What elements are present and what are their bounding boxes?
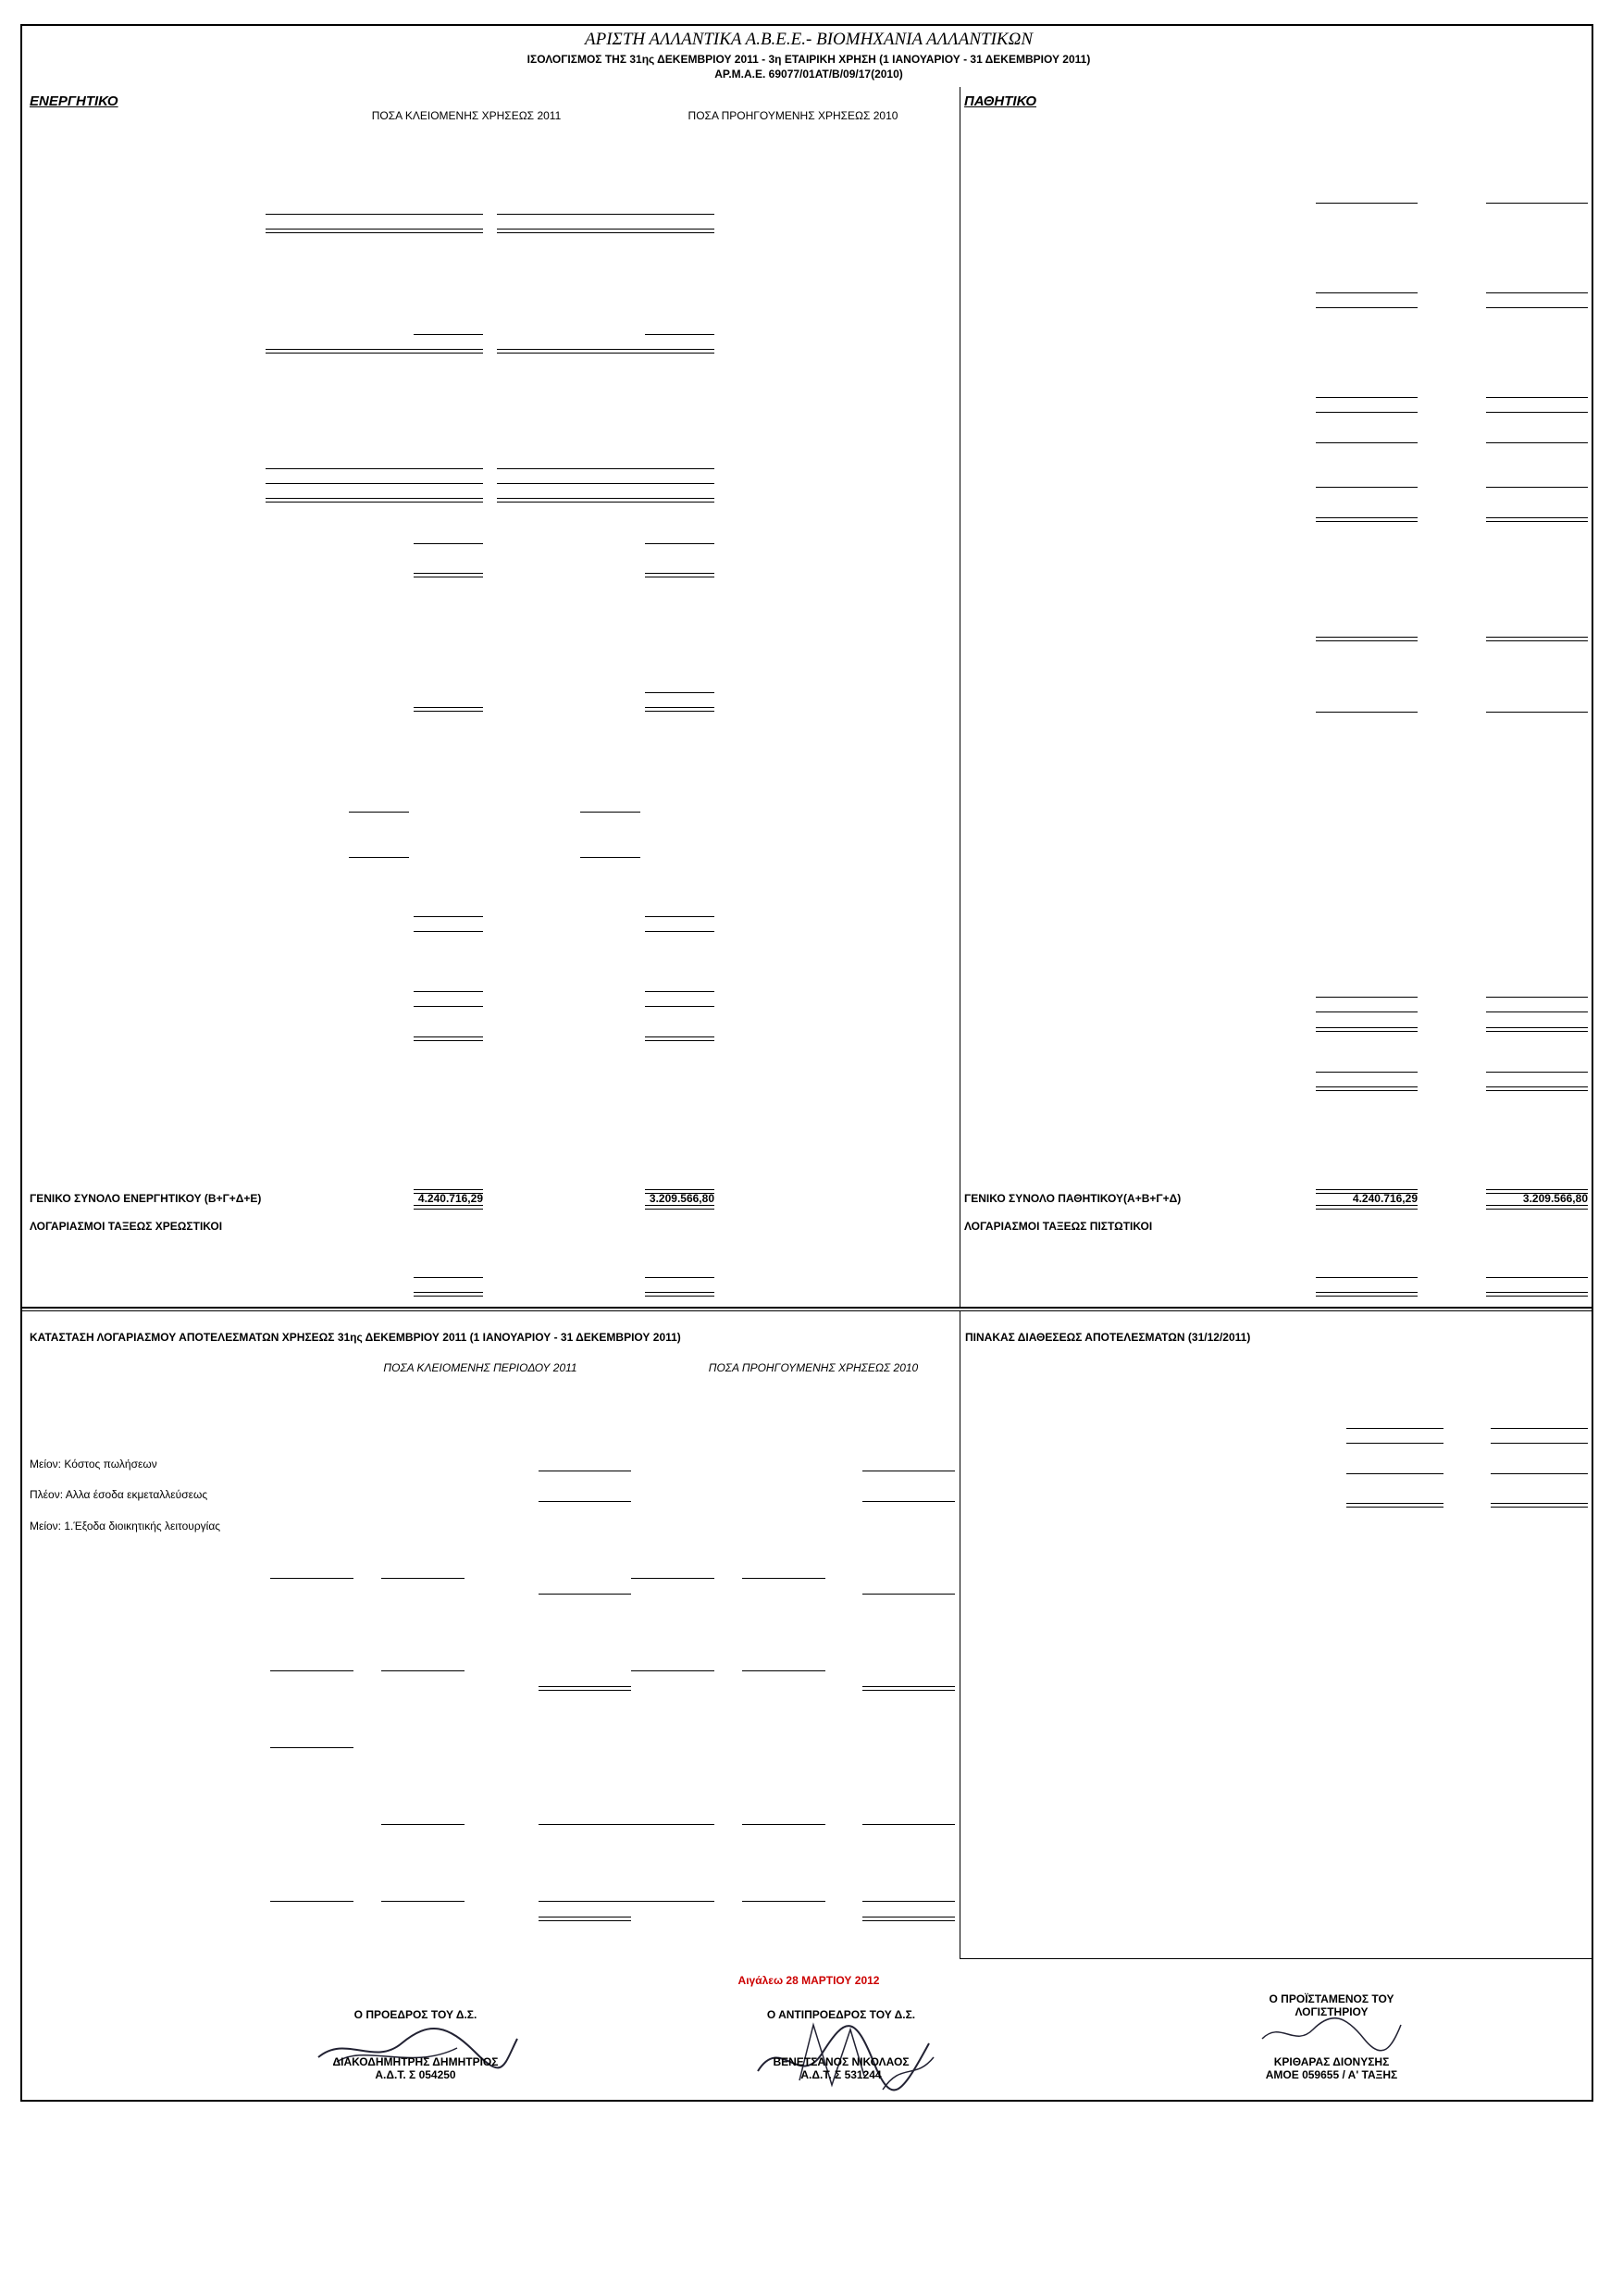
assets-underline xyxy=(414,1006,483,1007)
assets-memo-title: ΛΟΓΑΡΙΑΣΜΟΙ ΤΑΞΕΩΣ ΧΡΕΩΣΤΙΚΟΙ xyxy=(30,1220,223,1233)
income-underline xyxy=(742,1670,825,1671)
liabilities-underline xyxy=(1486,292,1588,293)
income-underline xyxy=(270,1578,353,1579)
assets-underline xyxy=(497,498,714,503)
income-period-current: ΠΟΣΑ ΚΛΕΙΟΜΕΝΗΣ ΠΕΡΙΟΔΟΥ 2011 xyxy=(383,1361,577,1374)
assets-underline xyxy=(414,707,483,712)
accountant-name: ΚΡΙΘΑΡΑΣ ΔΙΟΝΥΣΗΣ xyxy=(1273,2055,1390,2068)
liabilities-grand-total-current: 4.240.716,29 xyxy=(1352,1192,1418,1205)
liabilities-memo-rule xyxy=(1486,1277,1588,1278)
balance-sheet-document xyxy=(20,24,1593,2102)
liabilities-underline xyxy=(1316,292,1418,293)
income-underline xyxy=(862,1901,955,1902)
liabilities-memo-title: ΛΟΓΑΡΙΑΣΜΟΙ ΤΑΞΕΩΣ ΠΙΣΤΩΤΙΚΟΙ xyxy=(964,1220,1153,1233)
income-underline xyxy=(862,1594,955,1595)
liabilities-underline xyxy=(1316,997,1418,998)
liabilities-underline xyxy=(1486,997,1588,998)
income-underline xyxy=(862,1824,955,1825)
assets-underline xyxy=(497,483,714,484)
balance-sheet-subtitle: ΙΣΟΛΟΓΙΣΜΟΣ ΤΗΣ 31ης ΔΕΚΕΜΒΡΙΟΥ 2011 - 3η ΕΤΑΙΡΙΚΗ ΧΡΗΣΗ (1 ΙΑΝΟΥΑΡΙΟΥ - 31 ΔΕΚΕΜΒΡΙΟΥ 2011) xyxy=(527,53,1091,66)
assets-grand-total-current: 4.240.716,29 xyxy=(417,1192,483,1205)
accountant-id: ΑΜΟΕ 059655 / Α' ΤΑΞΗΣ xyxy=(1265,2068,1398,2081)
distribution-underline xyxy=(1491,1473,1588,1474)
liabilities-memo-rule xyxy=(1486,1292,1588,1297)
vice-president-title: Ο ΑΝΤΙΠΡΟΕΔΡΟΣ ΤΟΥ Δ.Σ. xyxy=(766,2008,916,2021)
liabilities-underline xyxy=(1316,1027,1418,1032)
liabilities-underline xyxy=(1486,203,1588,204)
income-underline xyxy=(862,1686,955,1691)
assets-underline xyxy=(266,349,483,354)
income-underline xyxy=(381,1578,465,1579)
vice-president-name: ΒΕΝΕΤΣΑΝΟΣ ΝΙΚΟΛΑΟΣ xyxy=(773,2055,910,2068)
assets-memo-rule xyxy=(645,1292,714,1297)
assets-underline xyxy=(580,857,640,858)
assets-grand-total-label: ΓΕΝΙΚΟ ΣΥΝΟΛΟ ΕΝΕΡΓΗΤΙΚΟΥ (Β+Γ+Δ+Ε) xyxy=(30,1192,262,1205)
distribution-underline xyxy=(1491,1428,1588,1429)
liabilities-total-rule xyxy=(1486,1205,1588,1210)
assets-underline xyxy=(645,692,714,693)
assets-underline xyxy=(414,916,483,917)
liabilities-underline xyxy=(1316,712,1418,713)
income-underline xyxy=(631,1824,714,1825)
assets-total-rule xyxy=(414,1205,483,1210)
income-underline xyxy=(381,1824,465,1825)
liabilities-memo-rule xyxy=(1316,1292,1418,1297)
assets-underline xyxy=(414,334,483,335)
income-row-label: Μείον: 1.Έξοδα διοικητικής λειτουργίας xyxy=(30,1520,221,1533)
liabilities-underline xyxy=(1486,1072,1588,1073)
liabilities-underline xyxy=(1486,1027,1588,1032)
liabilities-underline xyxy=(1316,1086,1418,1091)
liabilities-underline xyxy=(1486,517,1588,522)
section-divider xyxy=(22,1307,1593,1309)
liabilities-underline xyxy=(1316,487,1418,488)
assets-memo-rule xyxy=(414,1292,483,1297)
income-underline xyxy=(270,1901,353,1902)
assets-underline xyxy=(645,334,714,335)
assets-underline xyxy=(266,498,483,503)
income-underline xyxy=(270,1747,353,1748)
income-underline xyxy=(742,1901,825,1902)
distribution-underline xyxy=(1346,1473,1443,1474)
liabilities-underline xyxy=(1486,412,1588,413)
place-date: Αιγάλεω 28 ΜΑΡΤΙΟΥ 2012 xyxy=(737,1974,880,1987)
assets-underline xyxy=(497,214,714,215)
vice-president-id: Α.Δ.Τ. Σ 531244 xyxy=(800,2068,882,2081)
vice-president-signature xyxy=(744,2006,948,2099)
liabilities-underline xyxy=(1486,712,1588,713)
assets-underline xyxy=(414,543,483,544)
liabilities-total-rule xyxy=(1316,1205,1418,1210)
liabilities-underline xyxy=(1316,307,1418,308)
income-underline xyxy=(539,1501,631,1502)
distribution-title: ΠΙΝΑΚΑΣ ΔΙΑΘΕΣΕΩΣ ΑΠΟΤΕΛΕΣΜΑΤΩΝ (31/12/2011) xyxy=(965,1331,1251,1344)
section-divider-thin xyxy=(22,1310,1593,1311)
distribution-underline xyxy=(1346,1443,1443,1444)
assets-underline xyxy=(414,1036,483,1041)
assets-underline xyxy=(645,1006,714,1007)
income-underline xyxy=(862,1917,955,1921)
assets-total-rule xyxy=(645,1205,714,1210)
liabilities-underline xyxy=(1316,442,1418,443)
assets-underline xyxy=(645,916,714,917)
income-row-label: Μείον: Κόστος πωλήσεων xyxy=(30,1458,157,1471)
registry-number: ΑΡ.Μ.Α.Ε. 69077/01ΑΤ/Β/09/17(2010) xyxy=(714,68,903,81)
assets-underline xyxy=(266,229,483,233)
income-period-prev: ΠΟΣΑ ΠΡΟΗΓΟΥΜΕΝΗΣ ΧΡΗΣΕΩΣ 2010 xyxy=(708,1361,919,1374)
liabilities-underline xyxy=(1486,1011,1588,1012)
liabilities-underline xyxy=(1486,397,1588,398)
income-underline xyxy=(539,1594,631,1595)
income-underline xyxy=(631,1901,714,1902)
income-underline xyxy=(270,1670,353,1671)
assets-underline xyxy=(349,812,409,813)
liabilities-underline xyxy=(1316,397,1418,398)
assets-period-current: ΠΟΣΑ ΚΛΕΙΟΜΕΝΗΣ ΧΡΗΣΕΩΣ 2011 xyxy=(371,109,562,122)
liabilities-underline xyxy=(1486,442,1588,443)
president-title: Ο ΠΡΟΕΔΡΟΣ ΤΟΥ Δ.Σ. xyxy=(353,2008,477,2021)
assets-underline xyxy=(497,349,714,354)
assets-underline xyxy=(266,468,483,469)
distribution-underline xyxy=(1346,1428,1443,1429)
assets-underline xyxy=(645,1036,714,1041)
income-underline xyxy=(862,1501,955,1502)
income-underline xyxy=(539,1824,631,1825)
distribution-bottom-border xyxy=(960,1958,1593,1959)
income-row-label: Πλέον: Αλλα έσοδα εκμεταλλεύσεως xyxy=(30,1488,208,1501)
president-id: Α.Δ.Τ. Σ 054250 xyxy=(375,2068,456,2081)
assets-period-prev: ΠΟΣΑ ΠΡΟΗΓΟΥΜΕΝΗΣ ΧΡΗΣΕΩΣ 2010 xyxy=(688,109,898,122)
assets-underline xyxy=(414,991,483,992)
liabilities-underline xyxy=(1316,517,1418,522)
liabilities-grand-total-label: ΓΕΝΙΚΟ ΣΥΝΟΛΟ ΠΑΘΗΤΙΚΟΥ(Α+Β+Γ+Δ) xyxy=(964,1192,1182,1205)
assets-grand-total-prev: 3.209.566,80 xyxy=(649,1192,714,1205)
accountant-title: Ο ΠΡΟΪΣΤΑΜΕΝΟΣ ΤΟΥ xyxy=(1269,1992,1394,2005)
distribution-underline xyxy=(1346,1503,1443,1508)
assets-underline xyxy=(645,543,714,544)
income-underline xyxy=(381,1670,465,1671)
distribution-underline xyxy=(1491,1443,1588,1444)
income-underline xyxy=(631,1670,714,1671)
income-title: ΚΑΤΑΣΤΑΣΗ ΛΟΓΑΡΙΑΣΜΟΥ ΑΠΟΤΕΛΕΣΜΑΤΩΝ ΧΡΗΣΕΩΣ 31ης ΔΕΚΕΜΒΡΙΟΥ 2011 (1 ΙΑΝΟΥΑΡΙΟΥ - 31 ΔΕΚΕΜΒΡΙΟΥ 2011) xyxy=(30,1331,681,1344)
president-name: ΔΙΑΚΟΔΗΜΗΤΡΗΣ ΔΗΜΗΤΡΙΟΣ xyxy=(332,2055,499,2068)
liabilities-underline xyxy=(1486,487,1588,488)
liabilities-underline xyxy=(1316,1072,1418,1073)
assets-memo-rule xyxy=(645,1277,714,1278)
liabilities-underline xyxy=(1316,1011,1418,1012)
assets-underline xyxy=(645,707,714,712)
distribution-underline xyxy=(1491,1503,1588,1508)
assets-underline xyxy=(266,214,483,215)
assets-title: ΕΝΕΡΓΗΤΙΚΟ xyxy=(30,93,118,109)
income-underline xyxy=(742,1578,825,1579)
assets-memo-rule xyxy=(414,1277,483,1278)
income-underline xyxy=(742,1824,825,1825)
assets-underline xyxy=(349,857,409,858)
assets-underline xyxy=(414,931,483,932)
assets-underline xyxy=(645,991,714,992)
liabilities-title: ΠΑΘΗΤΙΚΟ xyxy=(964,93,1036,109)
company-title: ΑΡΙΣΤΗ ΑΛΛΑΝΤΙΚΑ Α.Β.Ε.Ε.- ΒΙΟΜΗΧΑΝΙΑ ΑΛΛΑΝΤΙΚΩΝ xyxy=(585,30,1033,49)
liabilities-underline xyxy=(1486,1086,1588,1091)
income-underline xyxy=(381,1901,465,1902)
liabilities-underline xyxy=(1316,412,1418,413)
liabilities-memo-rule xyxy=(1316,1277,1418,1278)
assets-underline xyxy=(414,573,483,577)
assets-underline xyxy=(497,229,714,233)
income-underline xyxy=(539,1901,631,1902)
income-underline xyxy=(631,1578,714,1579)
income-underline xyxy=(539,1686,631,1691)
liabilities-underline xyxy=(1316,203,1418,204)
liabilities-grand-total-prev: 3.209.566,80 xyxy=(1522,1192,1588,1205)
liabilities-underline xyxy=(1486,637,1588,641)
assets-underline xyxy=(497,468,714,469)
liabilities-underline xyxy=(1316,637,1418,641)
assets-underline xyxy=(645,931,714,932)
accountant-title-2: ΛΟΓΙΣΤΗΡΙΟΥ xyxy=(1295,2005,1369,2018)
assets-underline xyxy=(580,812,640,813)
liabilities-underline xyxy=(1486,307,1588,308)
accountant-signature xyxy=(1253,2011,1410,2053)
income-underline xyxy=(539,1917,631,1921)
assets-underline xyxy=(645,573,714,577)
assets-underline xyxy=(266,483,483,484)
